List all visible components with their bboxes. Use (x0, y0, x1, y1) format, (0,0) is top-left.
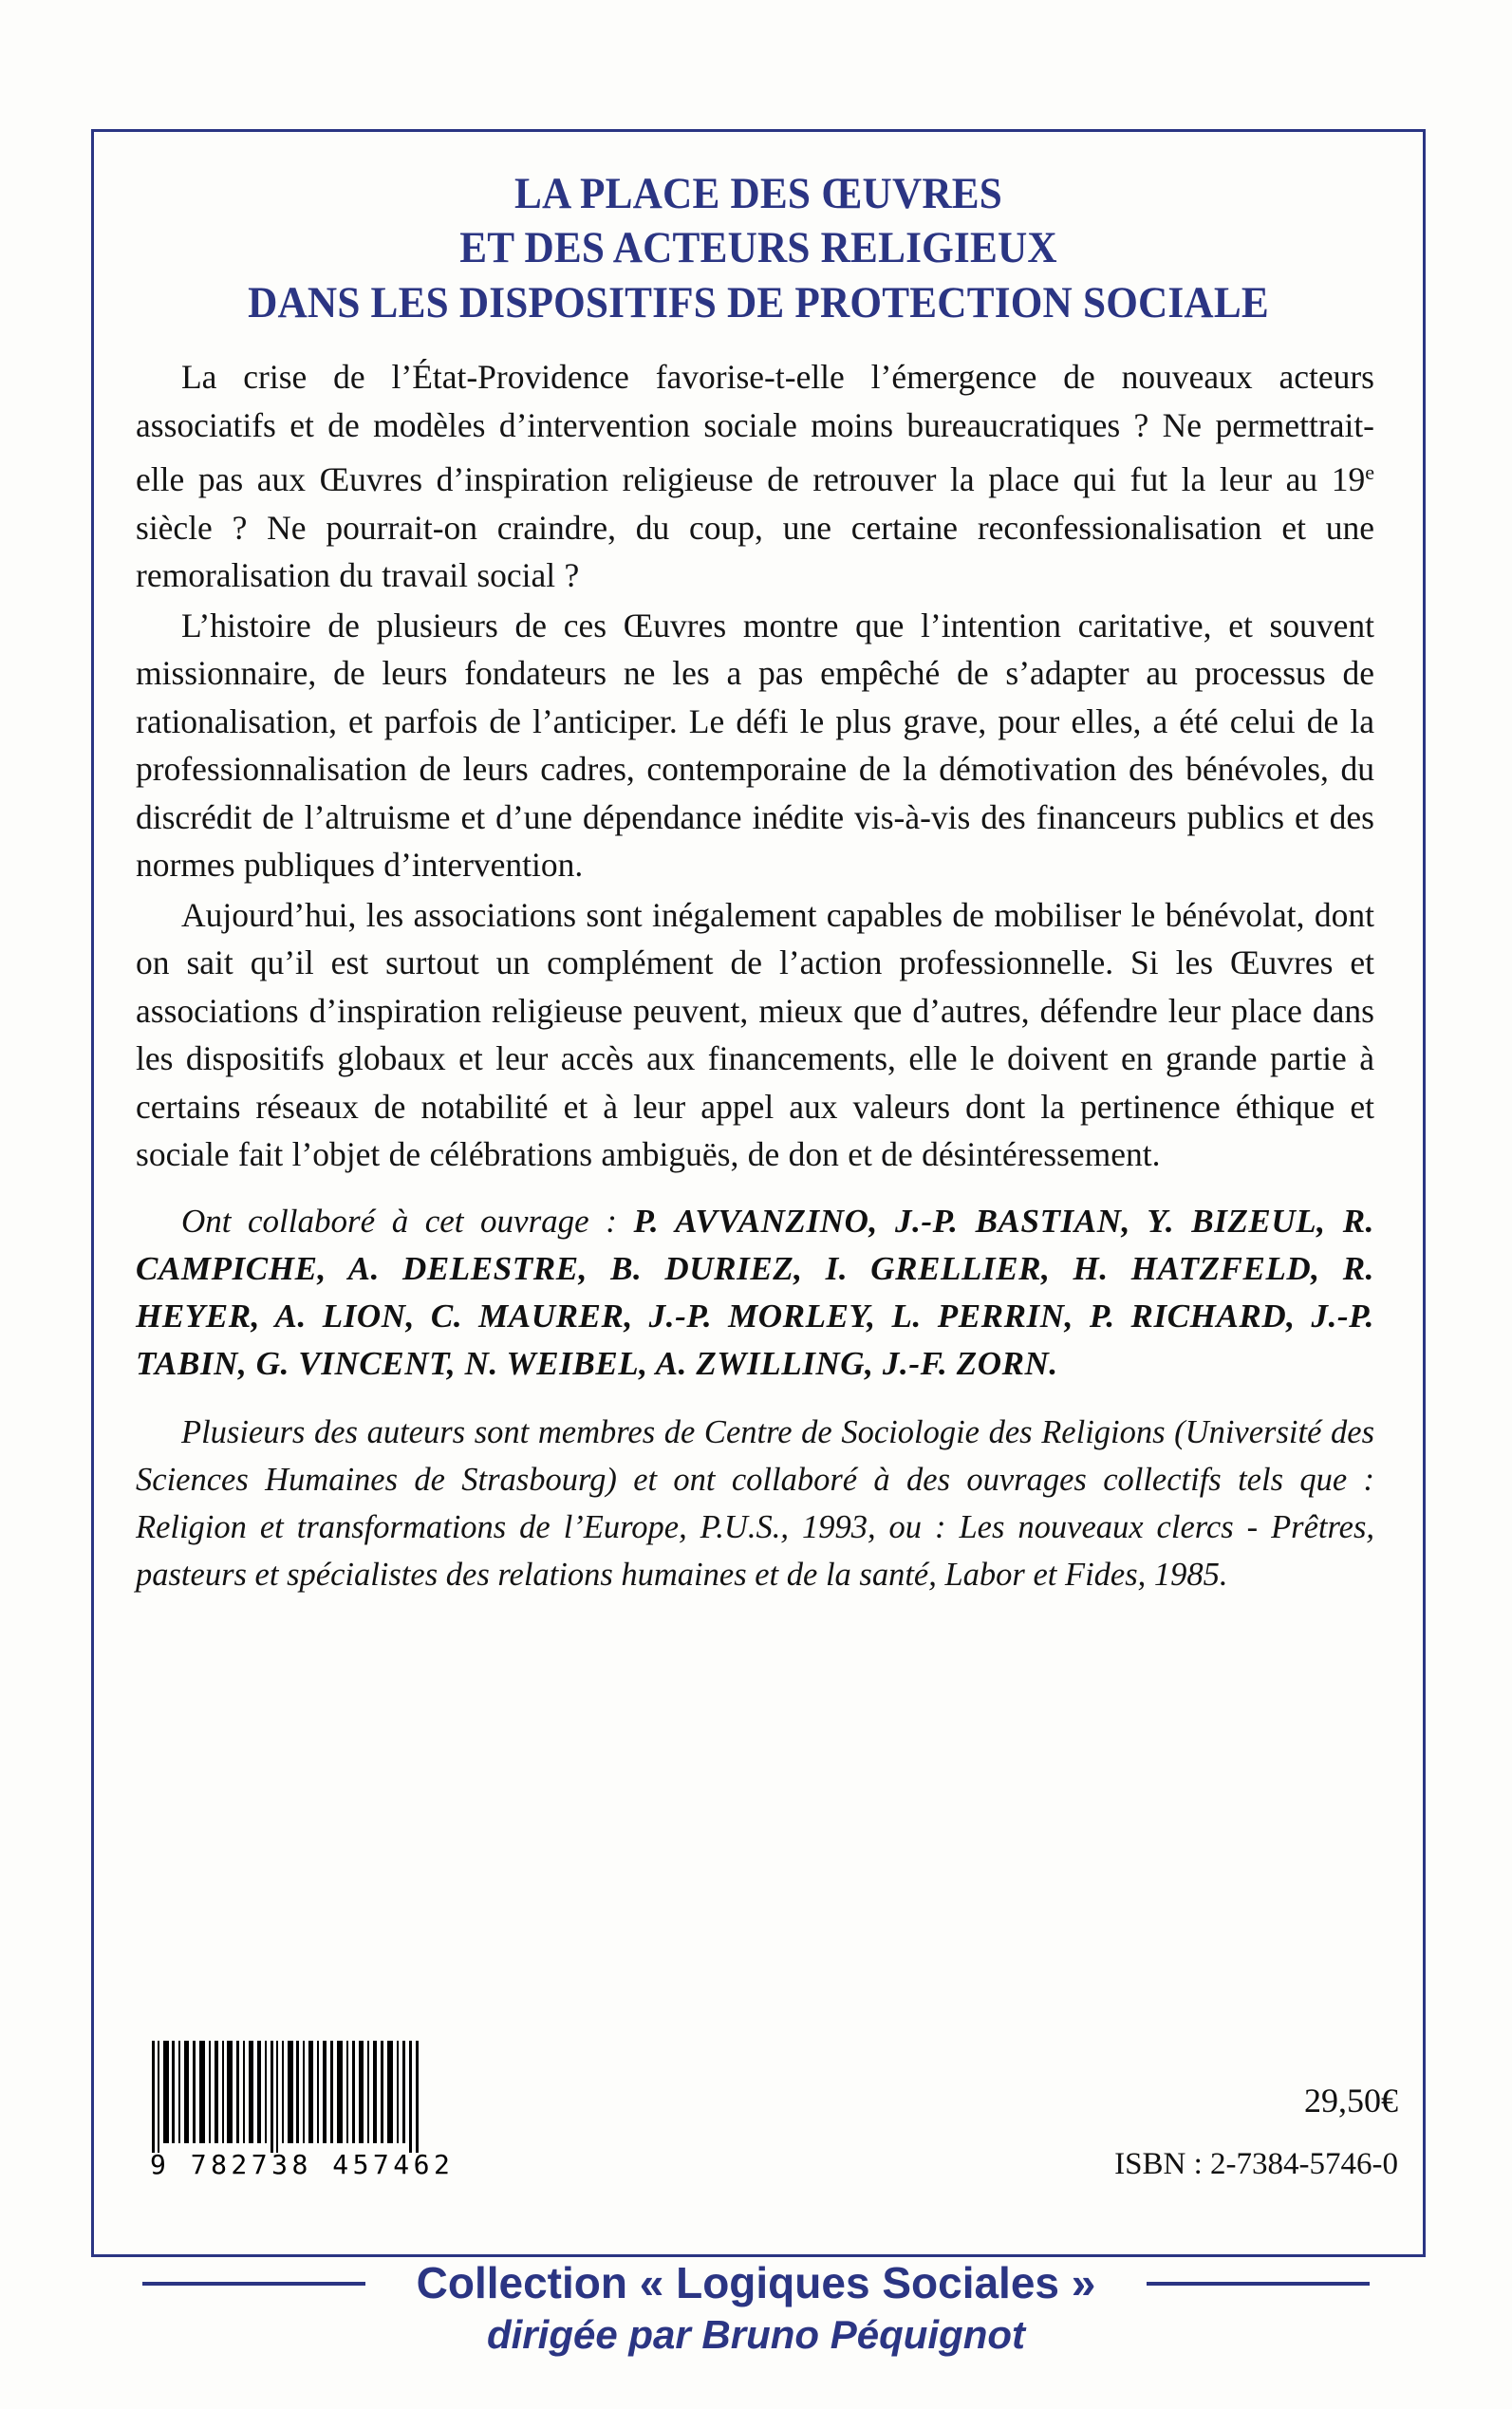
title-line-3: DANS LES DISPOSITIFS DE PROTECTION SOCIALE (248, 277, 1269, 327)
title-line-1: LA PLACE DES ŒUVRES (513, 169, 1003, 218)
contributors-names: P. AVVANZINO, J.-P. BASTIAN, Y. BIZEUL, R. CAMPICHE, A. DELESTRE, B. DURIEZ, I. GRELLIER, H. HATZFELD, R. HEYER, A. LION, C. MAURER, J.-P. MORLEY, L. PERRIN, P. RICHARD, J.-P. TABIN, G. VINCENT, N. WEIBEL, A. ZWILLING, J.-F. ZORN. (136, 1202, 1375, 1382)
barcode (150, 2041, 455, 2180)
contributors-lead-in: Ont collaboré à cet ouvrage : (181, 1202, 634, 1240)
page-title (144, 167, 1372, 330)
collection-name: Collection « Logiques Sociales » (416, 2258, 1096, 2307)
authors-note: Plusieurs des auteurs sont membres de Centre de Sociologie des Religions (Université des Sciences Humaines de Strasbourg) et ont collaboré à des ouvrages collectifs tels que : Religion et transformations de l’Europe, P.U.S., 1993, ou : Les nouveaux clercs - Prêtres, pasteurs et spécialistes des relations humaines et de la santé, Labor et Fides, 1985. (136, 1413, 1374, 1593)
blurb-paragraph-1-part-a: La crise de l’État-Providence favorise-t-elle l’émergence de nouveaux acteurs associatifs et de modèles d’intervention sociale moins bureaucratiques ? Ne permettrait-elle pas aux Œuvres d’inspiration religieuse de retrouver la place qui fut la leur au 19 (136, 358, 1374, 499)
ordinal-suffix: e (1365, 460, 1374, 484)
collection-director: dirigée par Bruno Péquignot (486, 2312, 1026, 2357)
collection-banner (0, 2257, 1512, 2358)
title-line-2: ET DES ACTEURS RELIGIEUX (459, 223, 1057, 273)
contributors-line (136, 1198, 1374, 1388)
blurb-paragraph-3: Aujourd’hui, les associations sont inégalement capables de mobiliser le bénévolat, dont on sait qu’il est surtout un complément de l’action professionnelle. Si les Œuvres et associations d’inspiration religieuse peuvent, mieux que d’autres, défendre leur place dans les dispositifs globaux et leur accès aux financements, elle le doivent en grande partie à certains réseaux de notabilité et à leur appel aux valeurs dont la pertinence éthique et sociale fait l’objet de célébrations ambiguës, de don et de désintéressement. (136, 895, 1374, 1174)
isbn-label: ISBN : 2-7384-5746-0 (1114, 2147, 1398, 2181)
blurb-paragraph-1-part-b: siècle ? Ne pourrait-on craindre, du coup, une certaine reconfessionalisation et une remoralisation du travail social ? (136, 508, 1374, 595)
price-label: 29,50€ (1304, 2082, 1398, 2120)
blurb-paragraph-2: L’histoire de plusieurs de ces Œuvres montre que l’intention caritative, et souvent missionnaire, de leurs fondateurs ne les a pas empêché de s’adapter au processus de rationalisation, et parfois de l’anticiper. Le défi le plus grave, pour elles, a été celui de la professionnalisation de leurs cadres, contemporaine de la démotivation des bénévoles, du discrédit de l’altruisme et d’une dépendance inédite vis-à-vis des financeurs publics et des normes publiques d’intervention. (136, 606, 1374, 885)
blurb-body (136, 353, 1374, 1598)
barcode-icon (150, 2041, 427, 2153)
blurb-paragraph-1 (136, 353, 1374, 600)
barcode-digits: 9 782738 457462 (150, 2149, 455, 2180)
